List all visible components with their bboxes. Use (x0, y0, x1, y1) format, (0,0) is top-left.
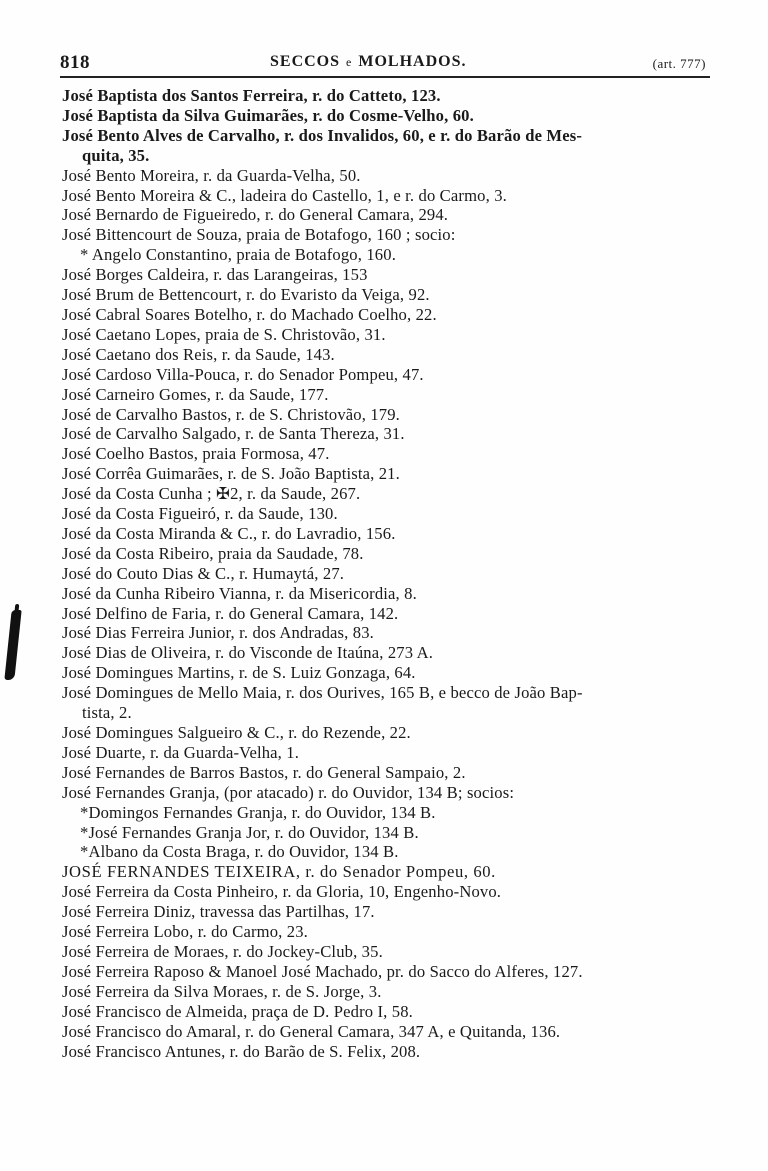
page-title (270, 53, 466, 71)
directory-entry: José de Carvalho Bastos, r. de S. Christovão, 179. (62, 404, 400, 424)
directory-entry: José Ferreira Lobo, r. do Carmo, 23. (62, 922, 308, 942)
directory-entry: José da Costa Figueiró, r. da Saude, 130. (62, 504, 338, 524)
directory-entry: José Duarte, r. da Guarda-Velha, 1. (62, 742, 300, 762)
directory-entry: José Carneiro Gomes, r. da Saude, 177. (62, 384, 329, 404)
title-right: MOLHADOS. (358, 53, 467, 70)
directory-entry: José Fernandes de Barros Bastos, r. do General Sampaio, 2. (62, 762, 466, 782)
directory-entry: José Ferreira da Costa Pinheiro, r. da Gloria, 10, Engenho-Novo. (62, 882, 502, 902)
directory-entry: José Ferreira da Silva Moraes, r. de S. Jorge, 3. (62, 981, 382, 1001)
directory-entry: José Caetano dos Reis, r. da Saude, 143. (62, 344, 335, 364)
directory-entry: José Cardoso Villa-Pouca, r. do Senador Pompeu, 47. (62, 364, 424, 384)
directory-entry: José Borges Caldeira, r. das Larangeiras, 153 (62, 265, 368, 285)
directory-entry: José Cabral Soares Botelho, r. do Machado Coelho, 22. (62, 304, 437, 324)
directory-entry: José da Costa Cunha ; ✠2, r. da Saude, 267. (62, 484, 361, 504)
entry-continuation: tista, 2. (82, 703, 132, 723)
directory-entry: José Ferreira de Moraes, r. do Jockey-Club, 35. (62, 941, 383, 961)
partner-entry: * Angelo Constantino, praia de Botafogo, 160. (80, 245, 396, 265)
header-rule (60, 76, 710, 78)
directory-entry: José Ferreira Diniz, travessa das Partilhas, 17. (62, 902, 375, 922)
page-number: 818 (60, 52, 90, 73)
directory-entry: José da Costa Miranda & C., r. do Lavradio, 156. (62, 523, 396, 543)
directory-entry: José Baptista dos Santos Ferreira, r. do Catteto, 123. (62, 86, 441, 105)
directory-entry: José da Cunha Ribeiro Vianna, r. da Misericordia, 8. (62, 583, 417, 603)
directory-entry: José Dias Ferreira Junior, r. dos Andradas, 83. (62, 623, 374, 643)
directory-entry: José de Carvalho Salgado, r. de Santa Thereza, 31. (62, 424, 405, 444)
directory-entry: José Bittencourt de Souza, praia de Botafogo, 160 ; socio: (62, 225, 456, 245)
directory-entry: José Francisco Antunes, r. do Barão de S. Felix, 208. (62, 1041, 421, 1061)
directory-entry: José Francisco de Almeida, praça de D. Pedro I, 58. (62, 1001, 413, 1021)
directory-entry: José Corrêa Guimarães, r. de S. João Baptista, 21. (62, 464, 400, 484)
directory-entry: José Domingues de Mello Maia, r. dos Ourives, 165 B, e becco de João Bap- (62, 683, 583, 703)
partner-entry: *Albano da Costa Braga, r. do Ouvidor, 134 B. (80, 842, 399, 862)
margin-ink-mark (4, 610, 21, 680)
directory-entry: José Brum de Bettencourt, r. do Evaristo da Veiga, 92. (62, 285, 430, 305)
page-header (60, 50, 710, 76)
partner-entry: *Domingos Fernandes Granja, r. do Ouvidor, 134 B. (80, 802, 436, 822)
directory-entry: José da Costa Ribeiro, praia da Saudade, 78. (62, 543, 364, 563)
directory-entry: José Domingues Martins, r. de S. Luiz Gonzaga, 64. (62, 663, 416, 683)
partner-entry: *José Fernandes Granja Jor, r. do Ouvidor, 134 B. (80, 822, 419, 842)
directory-entry: José Bento Moreira & C., ladeira do Castello, 1, e r. do Carmo, 3. (62, 185, 507, 205)
title-left: SECCOS (270, 53, 341, 70)
directory-entry: José Bento Moreira, r. da Guarda-Velha, 50. (62, 165, 361, 185)
article-number: (art. 777) (652, 56, 706, 71)
directory-entry: José Delfino de Faria, r. do General Camara, 142. (62, 603, 399, 623)
entry-continuation: quita, 35. (82, 145, 150, 165)
directory-entry: José Bernardo de Figueiredo, r. do General Camara, 294. (62, 205, 449, 225)
title-amp: e (346, 55, 353, 69)
directory-entry: José do Couto Dias & C., r. Humaytá, 27. (62, 563, 345, 583)
directory-entry: José Coelho Bastos, praia Formosa, 47. (62, 444, 330, 464)
directory-entry: José Baptista da Silva Guimarães, r. do Cosme-Velho, 60. (62, 105, 474, 125)
directory-entry: José Ferreira Raposo & Manoel José Machado, pr. do Sacco do Alferes, 127. (62, 961, 583, 981)
directory-entry: José Fernandes Granja, (por atacado) r. do Ouvidor, 134 B; socios: (62, 782, 515, 802)
directory-entry: José Dias de Oliveira, r. do Visconde de Itaúna, 273 A. (62, 643, 434, 663)
directory-entry: José Bento Alves de Carvalho, r. dos Invalidos, 60, e r. do Barão de Mes- (62, 125, 582, 145)
directory-entries (62, 86, 712, 1061)
directory-entry: José Caetano Lopes, praia de S. Christovão, 31. (62, 324, 386, 344)
directory-entry: JOSÉ FERNANDES TEIXEIRA, r. do Senador Pompeu, 60. (62, 862, 496, 882)
directory-entry: José Francisco do Amaral, r. do General Camara, 347 A, e Quitanda, 136. (62, 1021, 561, 1041)
directory-entry: José Domingues Salgueiro & C., r. do Rezende, 22. (62, 723, 411, 742)
